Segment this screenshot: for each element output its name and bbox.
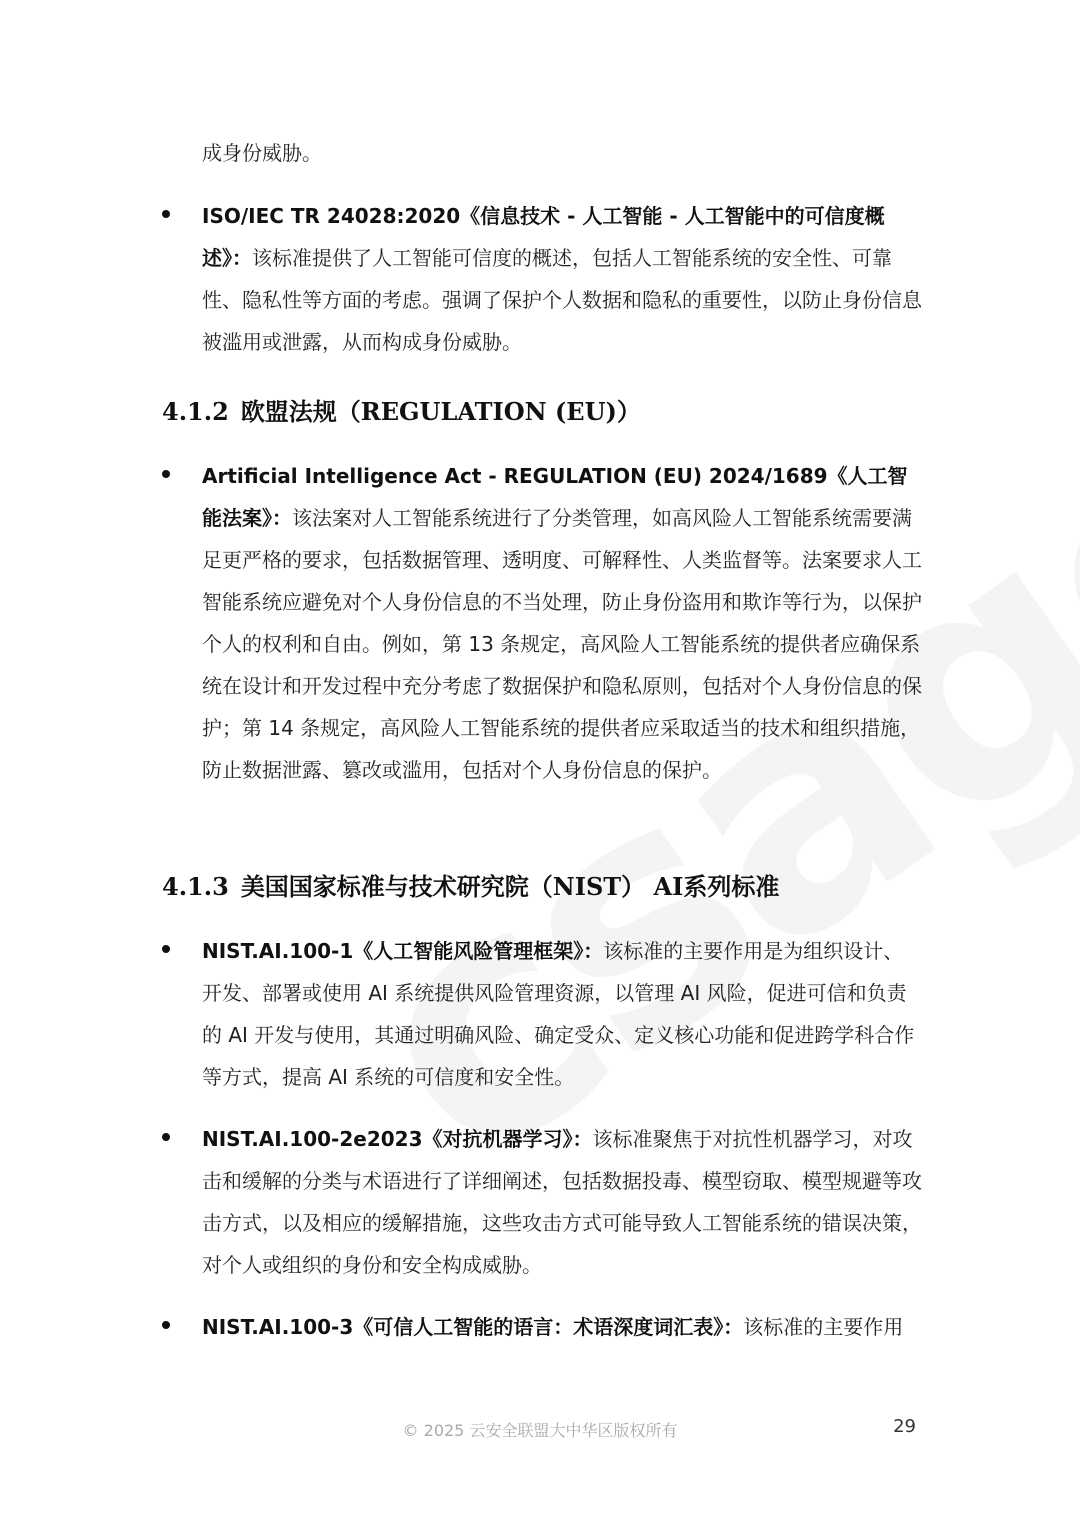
list-item-iso-24028 [162,195,922,363]
bullet-icon [162,470,170,478]
bullet-body: 该标准聚焦于对抗性机器学习，对攻击和缓解的分类与术语进行了详细阐述，包括数据投毒、模型窃取、模型规避等攻击方式，以及相应的缓解措施，这些攻击方式可能导致人工智能系统的错误决策，对个人或组织的身份和安全构成威胁。 [202,1127,922,1277]
section-number: 4.1.3 [162,872,229,901]
bullet-text [202,1306,922,1348]
bullet-body: 该标准提供了人工智能可信度的概述，包括人工智能系统的安全性、可靠性、隐私性等方面的考虑。强调了保护个人数据和隐私的重要性，以防止身份信息被滥用或泄露，从而构成身份威胁。 [202,246,922,354]
list-item-nist-ai-100-2 [162,1118,922,1286]
continuation-paragraph: 成身份威胁。 [202,141,322,165]
page-number: 29 [893,1416,916,1437]
list-item-nist-ai-100-3 [162,1306,922,1348]
bullet-body: 该法案对人工智能系统进行了分类管理，如高风险人工智能系统需要满足更严格的要求，包括数据管理、透明度、可解释性、人类监督等。法案要求人工智能系统应避免对个人身份信息的不当处理，防止身份盗用和欺诈等行为，以保护个人的权利和自由。例如，第 13 条规定，高风险人工智能系统的提供者应确保系统在设计和开发过程中充分考虑了数据保护和隐私原则，包括对个人身份信息的保护；第 14 条规定，高风险人工智能系统的提供者应采取适当的技术和组织措施，防止数据泄露、篡改或滥用，包括对个人身份信息的保护。 [202,506,922,782]
bullet-title: NIST.AI.100-2e2023《对抗机器学习》： [202,1127,593,1151]
section-heading-4-1-3 [162,867,779,902]
footer-copyright: © 2025 云安全联盟大中华区版权所有 [402,1421,678,1440]
bullet-body: 该标准的主要作用 [743,1315,904,1339]
bullet-title: NIST.AI.100-1《人工智能风险管理框架》： [202,939,604,963]
bullet-title: NIST.AI.100-3《可信人工智能的语言：术语深度词汇表》： [202,1315,744,1339]
bullet-icon [162,945,170,953]
bullet-title: Artificial Intelligence Act - REGULATION (EU) 2024/1689《人工智能法案》： [202,464,908,530]
section-title: 美国国家标准与技术研究院（NIST） AI系列标准 [240,872,780,901]
bullet-text [202,195,922,363]
section-number: 4.1.2 [162,397,229,426]
bullet-text [202,1118,922,1286]
section-title: 欧盟法规（REGULATION (EU)） [240,397,641,426]
list-item-ai-act [162,455,922,791]
bullet-title: ISO/IEC TR 24028:2020《信息技术 - 人工智能 - 人工智能中的可信度概述》： [202,204,885,270]
bullet-text [202,455,922,791]
list-item-nist-ai-100-1 [162,930,922,1098]
bullet-text [202,930,922,1098]
section-heading-4-1-2 [162,392,641,427]
bullet-body: 该标准的主要作用是为组织设计、开发、部署或使用 AI 系统提供风险管理资源，以管理 AI 风险，促进可信和负责的 AI 开发与使用，其通过明确风险、确定受众、定义核心功能和促进跨学科合作等方式，提高 AI 系统的可信度和安全性。 [202,939,915,1089]
bullet-icon [162,210,170,218]
bullet-icon [162,1133,170,1141]
bullet-icon [162,1321,170,1329]
